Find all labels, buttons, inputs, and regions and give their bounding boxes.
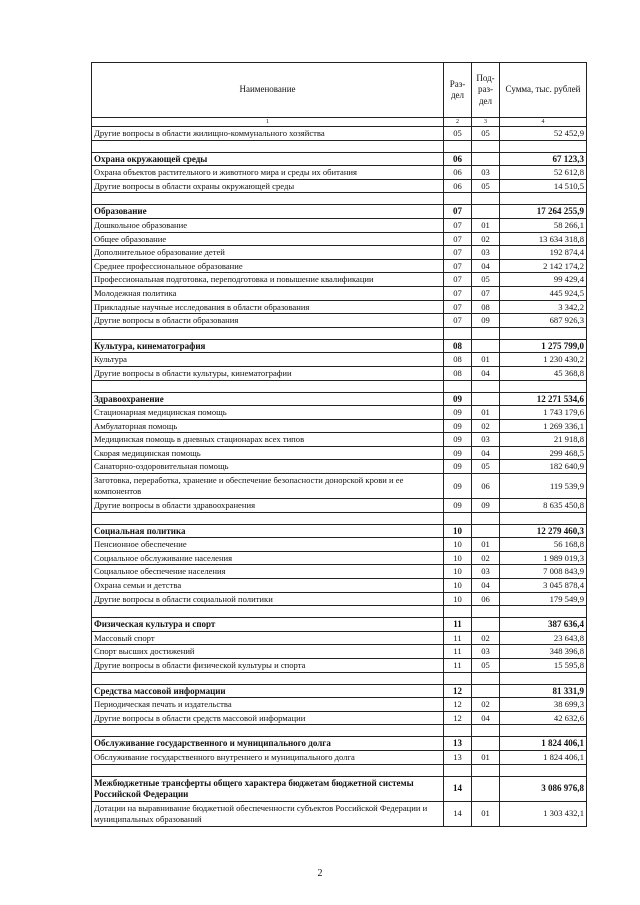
name-cell: Социальное обслуживание населения	[92, 551, 444, 565]
sum-cell: 12 271 534,6	[500, 392, 587, 406]
razdel-cell: 11	[444, 659, 472, 673]
name-cell: Общее образование	[92, 232, 444, 246]
razdel-cell: 10	[444, 551, 472, 565]
table-row	[92, 801, 587, 826]
podrazdel-cell: 05	[472, 127, 500, 141]
sum-cell: 387 636,4	[500, 618, 587, 632]
spacer-cell	[444, 672, 472, 684]
razdel-cell: 11	[444, 618, 472, 632]
spacer-cell	[500, 327, 587, 339]
razdel-cell: 07	[444, 314, 472, 328]
sum-cell: 52 452,9	[500, 127, 587, 141]
spacer-row	[92, 327, 587, 339]
podrazdel-cell	[472, 152, 500, 166]
podrazdel-cell	[472, 776, 500, 801]
spacer-cell	[500, 672, 587, 684]
section-row	[92, 152, 587, 166]
razdel-cell: 09	[444, 460, 472, 474]
razdel-cell: 13	[444, 737, 472, 751]
spacer-row	[92, 512, 587, 524]
sum-cell: 45 368,8	[500, 366, 587, 380]
podrazdel-cell: 01	[472, 406, 500, 420]
spacer-cell	[444, 193, 472, 205]
spacer-cell	[92, 606, 444, 618]
name-cell: Скорая медицинская помощь	[92, 446, 444, 460]
spacer-cell	[92, 380, 444, 392]
page-number: 2	[317, 868, 323, 879]
name-cell: Амбулаторная помощь	[92, 419, 444, 433]
spacer-cell	[472, 606, 500, 618]
name-cell: Охрана окружающей среды	[92, 152, 444, 166]
name-cell: Другие вопросы в области физической культуры и спорта	[92, 659, 444, 673]
razdel-cell: 10	[444, 524, 472, 538]
table-row	[92, 645, 587, 659]
name-cell: Культура, кинематография	[92, 339, 444, 353]
podrazdel-cell: 05	[472, 460, 500, 474]
razdel-cell: 09	[444, 433, 472, 447]
spacer-row	[92, 380, 587, 392]
podrazdel-cell	[472, 339, 500, 353]
spacer-cell	[472, 672, 500, 684]
sum-cell: 23 643,8	[500, 631, 587, 645]
sum-cell: 299 468,5	[500, 446, 587, 460]
sum-cell: 56 168,8	[500, 538, 587, 552]
sum-cell: 8 635 450,8	[500, 499, 587, 513]
section-row	[92, 205, 587, 219]
name-cell: Другие вопросы в области социальной политики	[92, 592, 444, 606]
table-row	[92, 474, 587, 499]
podrazdel-cell: 07	[472, 286, 500, 300]
name-cell: Среднее профессиональное образование	[92, 259, 444, 273]
razdel-cell: 07	[444, 273, 472, 287]
table-row	[92, 711, 587, 725]
spacer-cell	[444, 764, 472, 776]
spacer-row	[92, 725, 587, 737]
podrazdel-cell: 01	[472, 218, 500, 232]
sum-cell: 2 142 174,2	[500, 259, 587, 273]
spacer-cell	[92, 327, 444, 339]
sum-cell: 52 612,8	[500, 166, 587, 180]
razdel-cell: 06	[444, 152, 472, 166]
name-cell: Спорт высших достижений	[92, 645, 444, 659]
name-cell: Культура	[92, 353, 444, 367]
name-cell: Массовый спорт	[92, 631, 444, 645]
sum-cell: 99 429,4	[500, 273, 587, 287]
table-row	[92, 127, 587, 141]
razdel-cell: 11	[444, 631, 472, 645]
razdel-cell: 06	[444, 179, 472, 193]
spacer-cell	[500, 193, 587, 205]
spacer-cell	[472, 764, 500, 776]
table-body	[92, 127, 587, 827]
podrazdel-cell	[472, 684, 500, 698]
sum-cell: 1 989 019,3	[500, 551, 587, 565]
razdel-cell: 14	[444, 776, 472, 801]
spacer-cell	[92, 193, 444, 205]
sum-cell: 3 045 878,4	[500, 579, 587, 593]
podrazdel-cell: 03	[472, 565, 500, 579]
spacer-cell	[444, 140, 472, 152]
col-num-4: 4	[500, 118, 587, 127]
section-row	[92, 684, 587, 698]
name-cell: Другие вопросы в области образования	[92, 314, 444, 328]
spacer-cell	[472, 193, 500, 205]
spacer-cell	[444, 327, 472, 339]
name-cell: Физическая культура и спорт	[92, 618, 444, 632]
podrazdel-cell: 01	[472, 353, 500, 367]
sum-cell: 119 539,9	[500, 474, 587, 499]
table-row	[92, 499, 587, 513]
sum-cell: 1 269 336,1	[500, 419, 587, 433]
table-row	[92, 286, 587, 300]
razdel-cell: 08	[444, 339, 472, 353]
column-number-row	[92, 118, 587, 127]
section-row	[92, 524, 587, 538]
spacer-cell	[92, 140, 444, 152]
sum-cell: 14 510,5	[500, 179, 587, 193]
sum-cell: 687 926,3	[500, 314, 587, 328]
podrazdel-cell: 04	[472, 711, 500, 725]
razdel-cell: 09	[444, 446, 472, 460]
section-row	[92, 776, 587, 801]
podrazdel-cell: 01	[472, 538, 500, 552]
spacer-cell	[500, 140, 587, 152]
podrazdel-cell: 03	[472, 246, 500, 260]
spacer-cell	[472, 725, 500, 737]
table-row	[92, 259, 587, 273]
name-cell: Молодежная политика	[92, 286, 444, 300]
sum-cell: 348 396,8	[500, 645, 587, 659]
name-cell: Другие вопросы в области культуры, кинематографии	[92, 366, 444, 380]
razdel-cell: 09	[444, 406, 472, 420]
table-row	[92, 659, 587, 673]
header-name: Наименование	[92, 63, 444, 118]
podrazdel-cell: 01	[472, 801, 500, 826]
podrazdel-cell: 02	[472, 419, 500, 433]
name-cell: Дополнительное образование детей	[92, 246, 444, 260]
podrazdel-cell: 06	[472, 474, 500, 499]
sum-cell: 1 824 406,1	[500, 737, 587, 751]
name-cell: Обслуживание государственного внутреннего и муниципального долга	[92, 750, 444, 764]
podrazdel-cell: 02	[472, 551, 500, 565]
podrazdel-cell: 03	[472, 166, 500, 180]
name-cell: Медицинская помощь в дневных стационарах всех типов	[92, 433, 444, 447]
razdel-cell: 11	[444, 645, 472, 659]
spacer-cell	[444, 725, 472, 737]
name-cell: Образование	[92, 205, 444, 219]
col-num-3: 3	[472, 118, 500, 127]
table-row	[92, 631, 587, 645]
podrazdel-cell: 05	[472, 273, 500, 287]
razdel-cell: 13	[444, 750, 472, 764]
podrazdel-cell: 09	[472, 499, 500, 513]
col-num-2: 2	[444, 118, 472, 127]
spacer-row	[92, 606, 587, 618]
name-cell: Охрана объектов растительного и животного мира и среды их обитания	[92, 166, 444, 180]
table-row	[92, 300, 587, 314]
sum-cell: 15 595,8	[500, 659, 587, 673]
sum-cell: 1 275 799,0	[500, 339, 587, 353]
budget-table	[91, 62, 587, 827]
podrazdel-cell: 02	[472, 232, 500, 246]
sum-cell: 179 549,9	[500, 592, 587, 606]
section-row	[92, 618, 587, 632]
sum-cell: 1 303 432,1	[500, 801, 587, 826]
spacer-cell	[444, 512, 472, 524]
table-row	[92, 592, 587, 606]
table-row	[92, 353, 587, 367]
podrazdel-cell: 09	[472, 314, 500, 328]
table-row	[92, 314, 587, 328]
podrazdel-cell: 05	[472, 659, 500, 673]
table-row	[92, 698, 587, 712]
sum-cell: 1 824 406,1	[500, 750, 587, 764]
spacer-cell	[92, 512, 444, 524]
sum-cell: 3 086 976,8	[500, 776, 587, 801]
spacer-cell	[472, 512, 500, 524]
podrazdel-cell: 04	[472, 366, 500, 380]
podrazdel-cell	[472, 392, 500, 406]
razdel-cell: 08	[444, 353, 472, 367]
table-row	[92, 166, 587, 180]
name-cell: Социальная политика	[92, 524, 444, 538]
spacer-cell	[92, 725, 444, 737]
section-row	[92, 339, 587, 353]
razdel-cell: 09	[444, 419, 472, 433]
podrazdel-cell: 08	[472, 300, 500, 314]
table-row	[92, 551, 587, 565]
razdel-cell: 10	[444, 592, 472, 606]
razdel-cell: 12	[444, 711, 472, 725]
podrazdel-cell: 06	[472, 592, 500, 606]
podrazdel-cell: 02	[472, 631, 500, 645]
razdel-cell: 10	[444, 538, 472, 552]
sum-cell: 58 266,1	[500, 218, 587, 232]
table-row	[92, 179, 587, 193]
spacer-cell	[92, 672, 444, 684]
header-podrazdel: Под-раз-дел	[472, 63, 500, 118]
razdel-cell: 10	[444, 565, 472, 579]
razdel-cell: 05	[444, 127, 472, 141]
sum-cell: 1 230 430,2	[500, 353, 587, 367]
spacer-cell	[444, 606, 472, 618]
name-cell: Здравоохранение	[92, 392, 444, 406]
podrazdel-cell: 03	[472, 433, 500, 447]
name-cell: Средства массовой информации	[92, 684, 444, 698]
sum-cell: 192 874,4	[500, 246, 587, 260]
sum-cell: 17 264 255,9	[500, 205, 587, 219]
name-cell: Другие вопросы в области здравоохранения	[92, 499, 444, 513]
spacer-row	[92, 764, 587, 776]
sum-cell: 42 632,6	[500, 711, 587, 725]
razdel-cell: 07	[444, 286, 472, 300]
sum-cell: 67 123,3	[500, 152, 587, 166]
spacer-cell	[444, 380, 472, 392]
table-header-row	[92, 63, 587, 118]
razdel-cell: 12	[444, 698, 472, 712]
table-row	[92, 565, 587, 579]
table-row	[92, 460, 587, 474]
name-cell: Обслуживание государственного и муниципального долга	[92, 737, 444, 751]
name-cell: Охрана семьи и детства	[92, 579, 444, 593]
header-razdel: Раз-дел	[444, 63, 472, 118]
sum-cell: 445 924,5	[500, 286, 587, 300]
spacer-cell	[500, 725, 587, 737]
name-cell: Стационарная медицинская помощь	[92, 406, 444, 420]
razdel-cell: 12	[444, 684, 472, 698]
razdel-cell: 07	[444, 218, 472, 232]
spacer-cell	[472, 140, 500, 152]
section-row	[92, 737, 587, 751]
spacer-row	[92, 193, 587, 205]
spacer-cell	[92, 764, 444, 776]
spacer-cell	[472, 380, 500, 392]
podrazdel-cell: 02	[472, 698, 500, 712]
header-summa: Сумма, тыс. рублей	[500, 63, 587, 118]
spacer-row	[92, 672, 587, 684]
name-cell: Периодическая печать и издательства	[92, 698, 444, 712]
podrazdel-cell: 04	[472, 446, 500, 460]
podrazdel-cell: 04	[472, 579, 500, 593]
podrazdel-cell: 03	[472, 645, 500, 659]
sum-cell: 3 342,2	[500, 300, 587, 314]
sum-cell: 13 634 318,8	[500, 232, 587, 246]
table-row	[92, 218, 587, 232]
razdel-cell: 07	[444, 232, 472, 246]
podrazdel-cell	[472, 618, 500, 632]
sum-cell: 12 279 460,3	[500, 524, 587, 538]
spacer-cell	[500, 512, 587, 524]
podrazdel-cell	[472, 524, 500, 538]
spacer-row	[92, 140, 587, 152]
name-cell: Прикладные научные исследования в области образования	[92, 300, 444, 314]
table-row	[92, 433, 587, 447]
table-row	[92, 406, 587, 420]
razdel-cell: 10	[444, 579, 472, 593]
podrazdel-cell	[472, 205, 500, 219]
podrazdel-cell: 01	[472, 750, 500, 764]
name-cell: Социальное обеспечение населения	[92, 565, 444, 579]
sum-cell: 7 008 843,9	[500, 565, 587, 579]
sum-cell: 1 743 179,6	[500, 406, 587, 420]
table-row	[92, 273, 587, 287]
sum-cell: 21 918,8	[500, 433, 587, 447]
col-num-1: 1	[92, 118, 444, 127]
spacer-cell	[500, 606, 587, 618]
razdel-cell: 07	[444, 205, 472, 219]
name-cell: Санаторно-оздоровительная помощь	[92, 460, 444, 474]
table-row	[92, 246, 587, 260]
table-row	[92, 366, 587, 380]
table-row	[92, 419, 587, 433]
razdel-cell: 07	[444, 246, 472, 260]
name-cell: Другие вопросы в области средств массовой информации	[92, 711, 444, 725]
podrazdel-cell: 04	[472, 259, 500, 273]
razdel-cell: 06	[444, 166, 472, 180]
table-row	[92, 446, 587, 460]
razdel-cell: 09	[444, 499, 472, 513]
name-cell: Другие вопросы в области жилищно-коммунального хозяйства	[92, 127, 444, 141]
name-cell: Другие вопросы в области охраны окружающей среды	[92, 179, 444, 193]
razdel-cell: 07	[444, 300, 472, 314]
name-cell: Заготовка, переработка, хранение и обеспечение безопасности донорской крови и ее компонентов	[92, 474, 444, 499]
sum-cell: 38 699,3	[500, 698, 587, 712]
table-row	[92, 579, 587, 593]
table-row	[92, 538, 587, 552]
sum-cell: 182 640,9	[500, 460, 587, 474]
spacer-cell	[500, 764, 587, 776]
name-cell: Дотации на выравнивание бюджетной обеспеченности субъектов Российской Федерации и муниципальных образований	[92, 801, 444, 826]
razdel-cell: 14	[444, 801, 472, 826]
razdel-cell: 09	[444, 474, 472, 499]
name-cell: Межбюджетные трансферты общего характера бюджетам бюджетной системы Российской Федерации	[92, 776, 444, 801]
spacer-cell	[472, 327, 500, 339]
razdel-cell: 08	[444, 366, 472, 380]
name-cell: Дошкольное образование	[92, 218, 444, 232]
table-row	[92, 750, 587, 764]
razdel-cell: 07	[444, 259, 472, 273]
podrazdel-cell	[472, 737, 500, 751]
table-row	[92, 232, 587, 246]
razdel-cell: 09	[444, 392, 472, 406]
sum-cell: 81 331,9	[500, 684, 587, 698]
podrazdel-cell: 05	[472, 179, 500, 193]
spacer-cell	[500, 380, 587, 392]
name-cell: Пенсионное обеспечение	[92, 538, 444, 552]
name-cell: Профессиональная подготовка, переподготовка и повышение квалификации	[92, 273, 444, 287]
section-row	[92, 392, 587, 406]
